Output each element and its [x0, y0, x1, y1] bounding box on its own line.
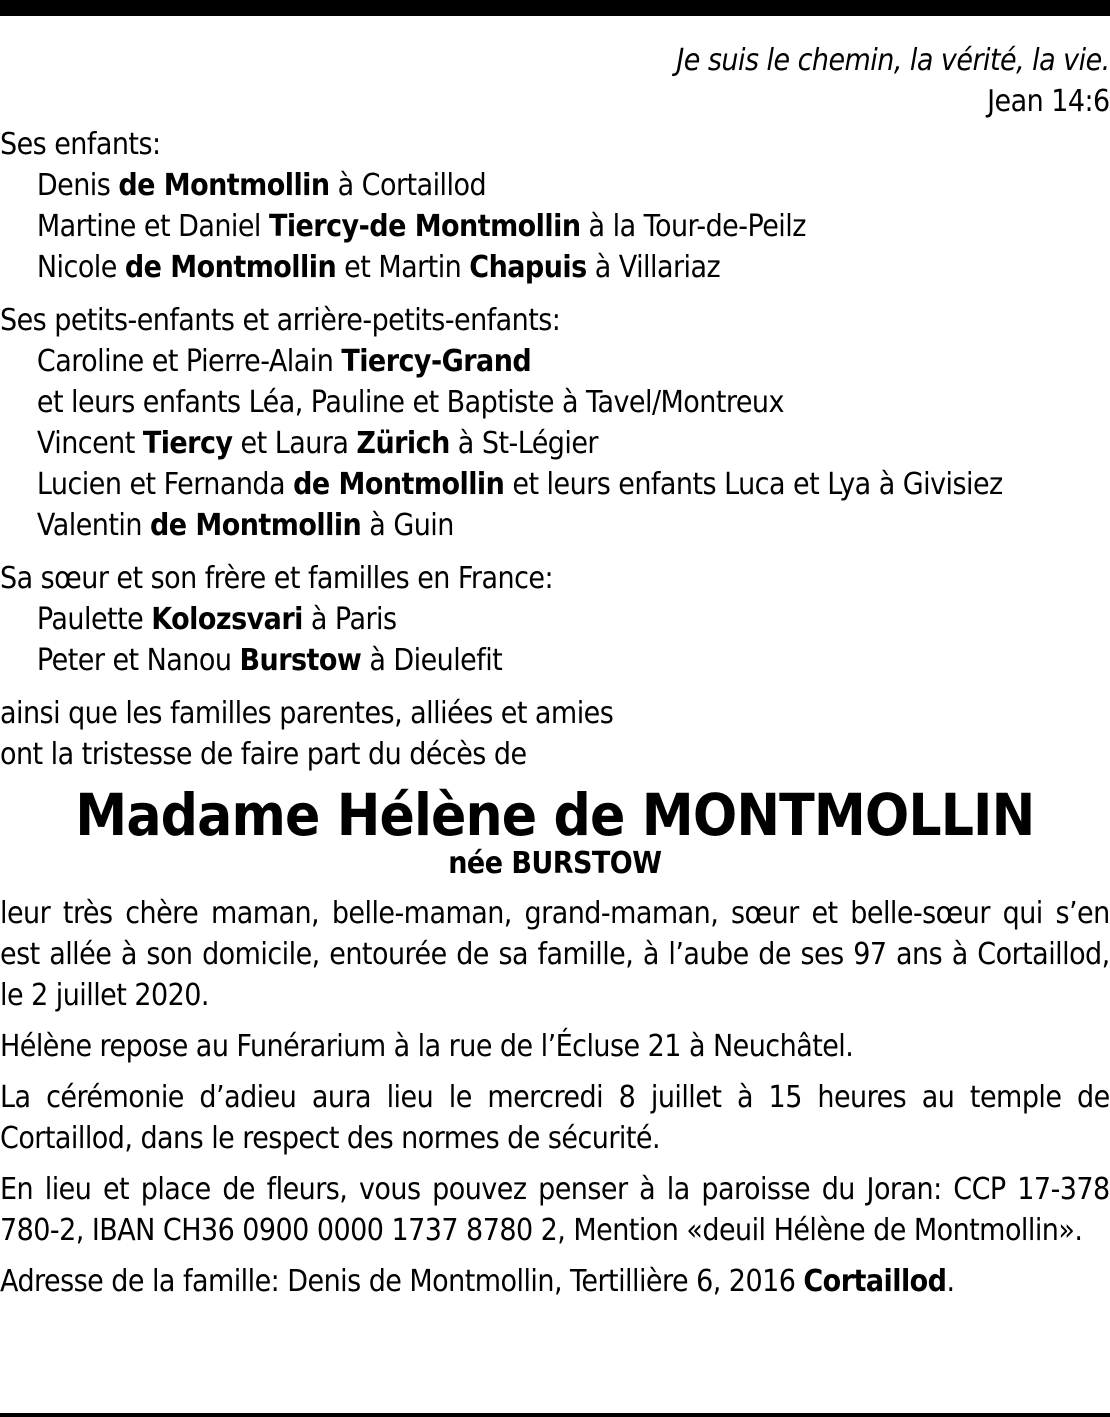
line-text: et leurs enfants Luca et Lya à Givisiez [504, 467, 1003, 502]
name-line [37, 206, 1110, 247]
surname: de Montmollin [118, 168, 330, 203]
line-text: Denis [36, 168, 119, 203]
name-line [37, 165, 1110, 206]
surname: Tiercy-de Montmollin [268, 209, 581, 244]
name-line [37, 341, 1110, 382]
name-line [37, 382, 1110, 423]
bottom-rule [0, 1413, 1110, 1417]
bible-quote: Je suis le chemin, la vérité, la vie. [676, 43, 1110, 78]
notice-content [0, 40, 1110, 1312]
paragraph-donation: En lieu et place de fleurs, vous pouvez penser à la paroisse du Joran: CCP 17-378 780-2, IBAN CH36 0900 0000 1737 8780 2, Mention «deuil Hélène de Montmollin». [0, 1172, 1110, 1248]
children-heading: Ses enfants: [0, 127, 161, 162]
surname: Kolozsvari [151, 602, 303, 637]
line-text: à Cortaillod [329, 168, 487, 203]
grandchildren-list [0, 341, 1110, 546]
siblings-section [0, 558, 1110, 681]
surname: de Montmollin [124, 250, 337, 285]
surname: Tiercy-Grand [341, 344, 532, 379]
name-line [37, 505, 1110, 546]
line-text: et leurs enfants Léa, Pauline et Baptiste à Tavel/Montreux [36, 385, 784, 420]
address-suffix: . [946, 1264, 955, 1299]
deceased-name: Madame Hélène de MONTMOLLIN [75, 781, 1035, 849]
paragraph-family-address [0, 1261, 1110, 1302]
name-line [37, 247, 1110, 288]
paragraph-tribute: leur très chère maman, belle-maman, grand-maman, sœur et belle-sœur qui s’en est allée à son domicile, entourée de sa famille, à l’aube de ses 97 ans à Cortaillod, le 2 juillet 2020. [0, 896, 1110, 1013]
announcement-line-2: ont la tristesse de faire part du décès de [0, 737, 527, 772]
maiden-name: née BURSTOW [448, 846, 662, 881]
surname: Burstow [239, 643, 362, 678]
surname: de Montmollin [149, 508, 362, 543]
line-text: à Guin [361, 508, 454, 543]
line-text: à Villariaz [586, 250, 721, 285]
line-text: Lucien et Fernanda [36, 467, 294, 502]
top-rule [0, 0, 1110, 16]
line-text: Caroline et Pierre-Alain [36, 344, 342, 379]
siblings-list [0, 599, 1110, 681]
line-text: et Martin [336, 250, 470, 285]
line-text: Nicole [36, 250, 125, 285]
line-text: Vincent [36, 426, 143, 461]
paragraph-funerarium: Hélène repose au Funérarium à la rue de l’Écluse 21 à Neuchâtel. [0, 1029, 854, 1064]
line-text: Valentin [36, 508, 150, 543]
line-text: à Paris [302, 602, 397, 637]
siblings-heading: Sa sœur et son frère et familles en France: [0, 561, 554, 596]
address-town: Cortaillod [803, 1264, 947, 1299]
line-text: à Dieulefit [361, 643, 503, 678]
line-text: Martine et Daniel [36, 209, 269, 244]
name-line [37, 599, 1110, 640]
surname: Zürich [356, 426, 450, 461]
grandchildren-heading: Ses petits-enfants et arrière-petits-enfants: [0, 303, 561, 338]
paragraph-ceremony: La cérémonie d’adieu aura lieu le mercredi 8 juillet à 15 heures au temple de Cortaillod, dans le respect des normes de sécurité. [0, 1080, 1110, 1156]
bible-reference: Jean 14:6 [987, 84, 1110, 119]
name-line [37, 423, 1110, 464]
surname: Tiercy [142, 426, 233, 461]
line-text: Peter et Nanou [36, 643, 240, 678]
surname: Chapuis [469, 250, 587, 285]
address-prefix: Adresse de la famille: Denis de Montmollin, Tertillière 6, 2016 [0, 1264, 804, 1299]
announcement-line-1: ainsi que les familles parentes, alliées et amies [0, 696, 614, 731]
line-text: et Laura [232, 426, 357, 461]
children-list [0, 165, 1110, 288]
name-line [37, 464, 1110, 505]
children-section [0, 124, 1110, 288]
grandchildren-section [0, 300, 1110, 546]
line-text: à St-Légier [449, 426, 598, 461]
announcement [0, 693, 1110, 775]
line-text: Paulette [36, 602, 152, 637]
line-text: à la Tour-de-Peilz [580, 209, 806, 244]
name-line [37, 640, 1110, 681]
surname: de Montmollin [293, 467, 505, 502]
